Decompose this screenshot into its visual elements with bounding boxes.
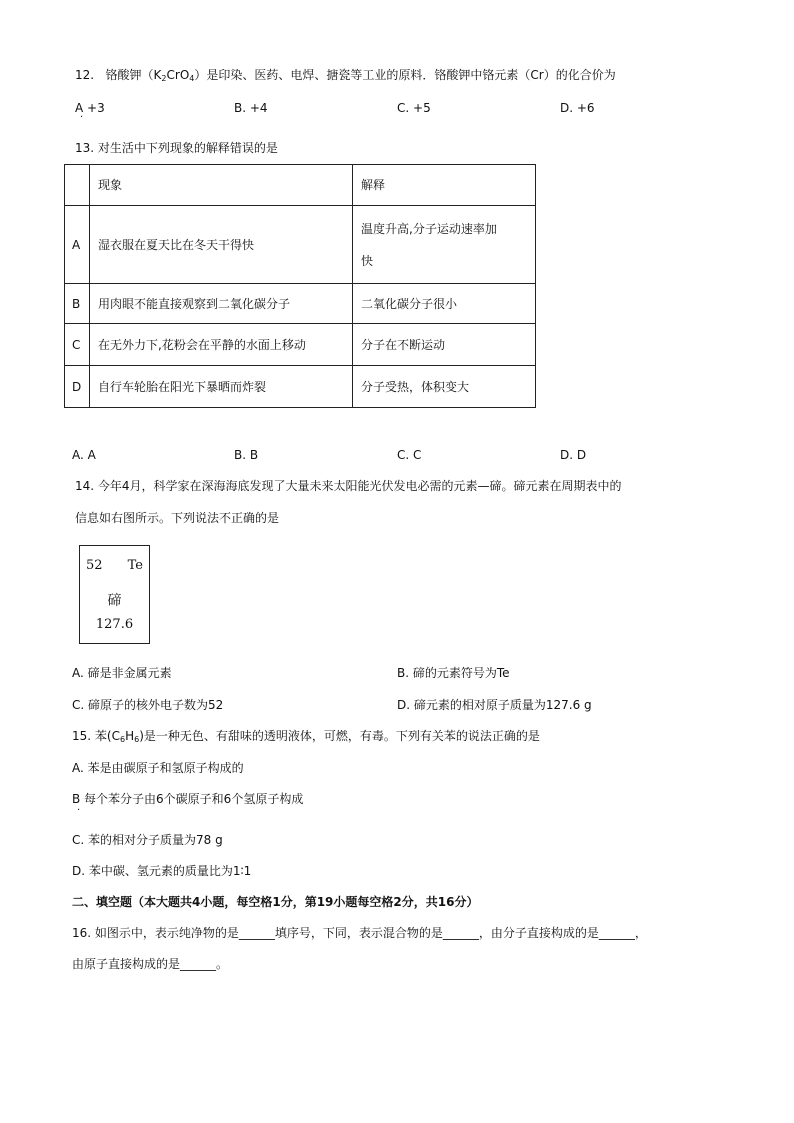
explanation-cell: [353, 206, 536, 284]
q13-table: [64, 164, 536, 408]
q12-stem-part: CrO: [166, 68, 190, 82]
row-label: A: [65, 206, 90, 284]
element-name: 碲: [107, 593, 122, 609]
q12-subscript: 4: [189, 74, 195, 83]
table-row: [65, 366, 536, 408]
q15-stem: [72, 728, 540, 744]
phenomenon-cell: 用肉眼不能直接观察到二氧化碳分子: [90, 284, 353, 324]
explanation-line: 快: [361, 253, 374, 268]
q15-stem-part: )是一种无色、有甜味的透明液体，可燃，有毒。下列有关苯的说法正确的是: [139, 729, 540, 743]
q13-option-d[interactable]: D. D: [560, 448, 587, 462]
q12-option-a[interactable]: A +3: [75, 101, 105, 115]
table-row: [65, 284, 536, 324]
q13-option-c[interactable]: C. C: [397, 448, 422, 462]
table-header-row: [65, 165, 536, 206]
table-row: [65, 206, 536, 284]
q16-stem-line1: 16. 如图示中，表示纯净物的是______填序号，下同，表示混合物的是______，由分子直接构成的是______，: [72, 926, 647, 940]
q15-subscript: 6: [134, 735, 140, 744]
table-row: [65, 324, 536, 366]
atomic-mass: 127.6: [95, 617, 134, 632]
explanation-cell: 二氧化碳分子很小: [353, 284, 536, 324]
bullet-dot: ·: [80, 112, 84, 123]
q15-option-c[interactable]: C. 苯的相对分子质量为78 g: [72, 833, 223, 847]
q14-option-c[interactable]: C. 碲原子的核外电子数为52: [72, 698, 224, 712]
q12-stem-part: ）是印染、医药、电焊、搪瓷等工业的原料．铬酸钾中铬元素（Cr）的化合价为: [194, 68, 616, 82]
row-label: C: [65, 324, 90, 366]
table-header-cell: 现象: [90, 165, 353, 206]
row-label: D: [65, 366, 90, 408]
row-label: B: [65, 284, 90, 324]
q15-subscript: 6: [119, 735, 126, 744]
q14-option-d[interactable]: D. 碲元素的相对原子质量为127.6 g: [397, 698, 592, 712]
q12-stem-part: 铬酸钾（K: [105, 68, 162, 82]
q13-option-b[interactable]: B. B: [234, 448, 259, 462]
element-tile-tellurium: [79, 545, 150, 644]
q15-option-d[interactable]: D. 苯中碳、氢元素的质量比为1∶1: [72, 864, 252, 878]
q12-stem: [75, 67, 616, 83]
explanation-line: 温度升高,分子运动速率加: [361, 221, 497, 236]
q15-stem-part: H: [125, 729, 135, 743]
phenomenon-cell: 在无外力下,花粉会在平静的水面上移动: [90, 324, 353, 366]
q16-stem-line2: 由原子直接构成的是______。: [72, 957, 229, 971]
q12-option-c[interactable]: C. +5: [397, 101, 431, 115]
q12-subscript: 2: [161, 74, 167, 83]
q14-stem-line1: 14. 今年4月，科学家在深海海底发现了大量未来太阳能光伏发电必需的元素—碲。碲元素在周期表中的: [75, 479, 622, 493]
bullet-dot: ·: [77, 805, 81, 816]
q13-option-a[interactable]: A. A: [72, 448, 96, 462]
q15-stem-part: 15. 苯(C: [72, 729, 120, 743]
phenomenon-cell: 湿衣服在夏天比在冬天干得快: [90, 206, 353, 284]
section-heading: 二、填空题（本大题共4小题，每空格1分，第19小题每空格2分，共16分）: [72, 895, 479, 909]
q12-option-b[interactable]: B. +4: [234, 101, 268, 115]
q14-stem-line2: 信息如右图所示。下列说法不正确的是: [75, 511, 280, 525]
explanation-cell: 分子受热，体积变大: [353, 366, 536, 408]
q14-option-a[interactable]: A. 碲是非金属元素: [72, 666, 172, 680]
q12-number: 12.: [75, 68, 95, 82]
q15-option-b[interactable]: B 每个苯分子由6个碳原子和6个氢原子构成: [72, 792, 304, 806]
element-symbol: Te: [127, 558, 143, 573]
q12-option-d[interactable]: D. +6: [560, 101, 595, 115]
q14-option-b[interactable]: B. 碲的元素符号为Te: [397, 666, 510, 680]
q15-option-a[interactable]: A. 苯是由碳原子和氢原子构成的: [72, 761, 244, 775]
q13-stem: 13. 对生活中下列现象的解释错误的是: [75, 141, 278, 155]
phenomenon-cell: 自行车轮胎在阳光下暴晒而炸裂: [90, 366, 353, 408]
atomic-number: 52: [86, 558, 103, 573]
table-header-cell: [65, 165, 90, 206]
explanation-cell: 分子在不断运动: [353, 324, 536, 366]
table-header-cell: 解释: [353, 165, 536, 206]
